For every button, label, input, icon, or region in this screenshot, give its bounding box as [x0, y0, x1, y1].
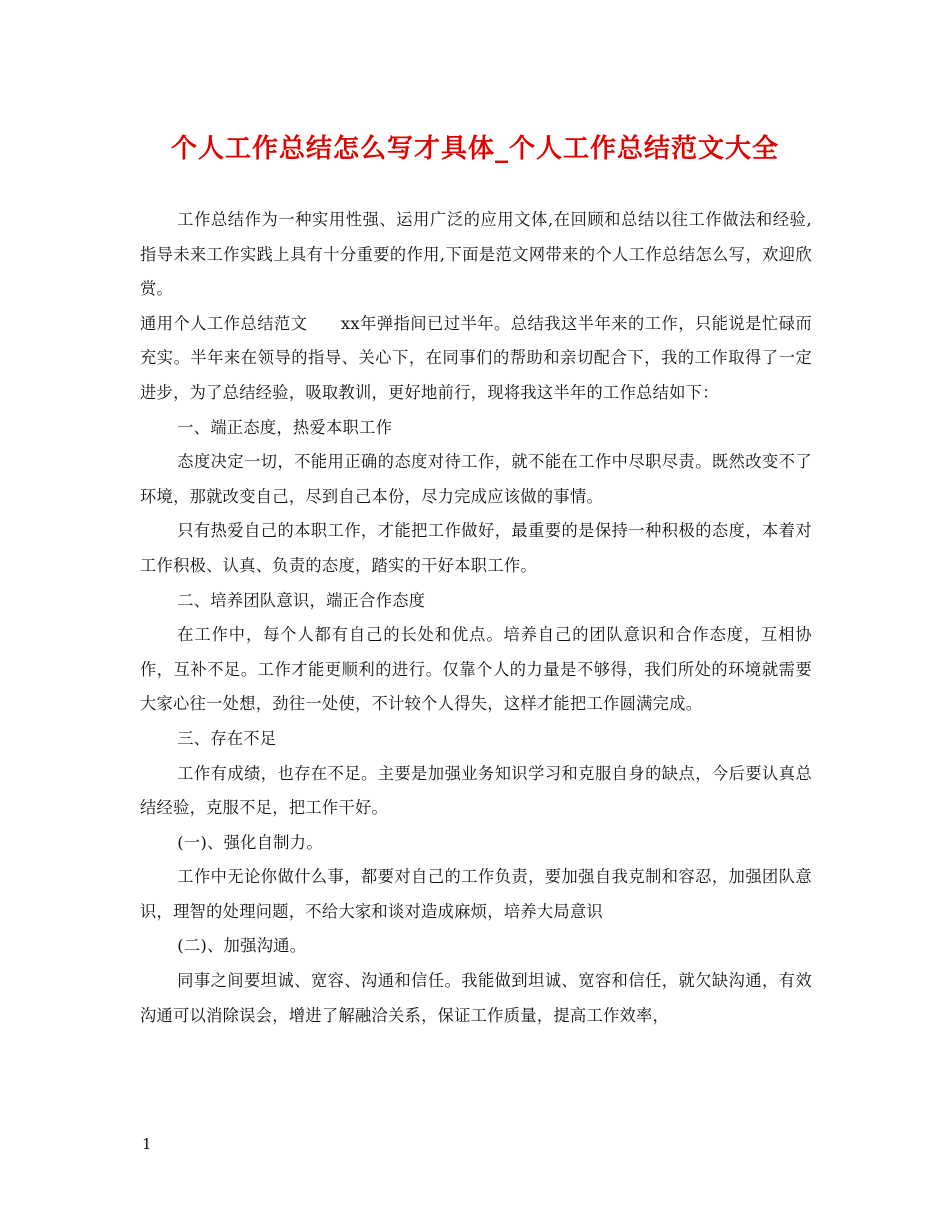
- document-body: [140, 203, 812, 1033]
- body-paragraph: 工作有成绩，也存在不足。主要是加强业务知识学习和克服自身的缺点，今后要认真总结经验，克服不足，把工作干好。: [140, 763, 812, 818]
- body-paragraph: 三、存在不足: [177, 728, 277, 748]
- body-paragraph: (二)、加强沟通。: [177, 936, 307, 956]
- body-paragraph: (一)、强化自制力。: [177, 832, 323, 852]
- body-paragraph: 同事之间要坦诚、宽容、沟通和信任。我能做到坦诚、宽容和信任，就欠缺沟通，有效沟通可以消除误会，增进了解融洽关系，保证工作质量，提高工作效率，: [140, 971, 812, 1025]
- body-paragraph: 只有热爱自己的本职工作，才能把工作做好，最重要的是保持一种积极的态度，本着对工作积极、认真、负责的态度，踏实的干好本职工作。: [140, 521, 812, 575]
- body-paragraph: 二、培养团队意识，端正合作态度: [177, 590, 426, 610]
- body-paragraph: 工作中无论你做什么事，都要对自己的工作负责，要加强自我克制和容忍，加强团队意识，理智的处理问题，不给大家和谈对造成麻烦，培养大局意识: [140, 867, 812, 921]
- body-paragraph: 在工作中，每个人都有自己的长处和优点。培养自己的团队意识和合作态度，互相协作，互补不足。工作才能更顺利的进行。仅靠个人的力量是不够得，我们所处的环境就需要大家心往一处想，劲往一处使，不计较个人得失，这样才能把工作圆满完成。: [140, 625, 812, 714]
- page-number: 1: [142, 1135, 152, 1153]
- body-paragraph: 一、端正态度，热爱本职工作: [177, 417, 393, 437]
- body-paragraph: 工作总结作为一种实用性强、运用广泛的应用文体,在回顾和总结以往工作做法和经验,指导未来工作实践上具有十分重要的作用,下面是范文网带来的个人工作总结怎么写，欢迎欣赏。: [140, 210, 812, 299]
- body-paragraph: 通用个人工作总结范文 xx年弹指间已过半年。总结我这半年来的工作，只能说是忙碌而充实。半年来在领导的指导、关心下，在同事们的帮助和亲切配合下，我的工作取得了一定进步，为了总结经验，吸取教训，更好地前行，现将我这半年的工作总结如下：: [140, 313, 812, 402]
- body-paragraph: 态度决定一切，不能用正确的态度对待工作，就不能在工作中尽职尽责。既然改变不了环境，那就改变自己，尽到自己本份，尽力完成应该做的事情。: [140, 452, 812, 506]
- document-title: 个人工作总结怎么写才具体_个人工作总结范文大全: [170, 134, 779, 164]
